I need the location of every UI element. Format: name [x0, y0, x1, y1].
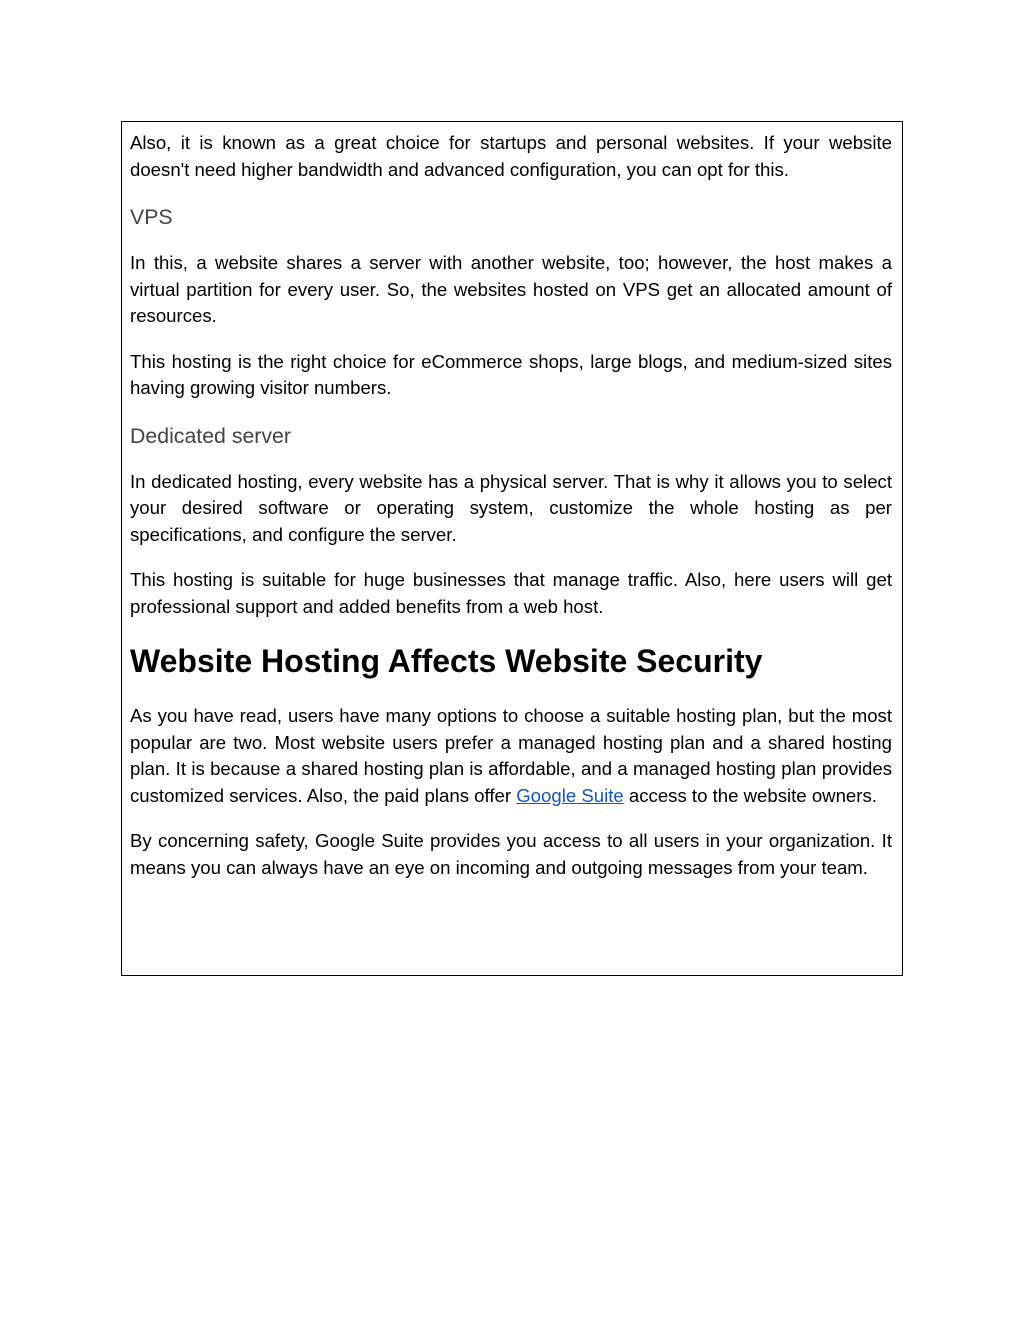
- paragraph-startups: Also, it is known as a great choice for startups and personal websites. If your website doesn't need higher bandwidth and advanced configuration, you can opt for this.: [130, 132, 892, 180]
- heading-hosting-security: Website Hosting Affects Website Security: [130, 643, 763, 679]
- paragraph-hosting-options: [130, 703, 892, 809]
- paragraph-dedicated-description: In dedicated hosting, every website has a physical server. That is why it allows you to select your desired software or operating system, customize the whole hosting as per specifications, and configure the server.: [130, 470, 892, 545]
- paragraph-google-suite-safety: By concerning safety, Google Suite provides you access to all users in your organization. It means you can always have an eye on incoming and outgoing messages from your team.: [130, 830, 892, 878]
- google-suite-link[interactable]: Google Suite: [516, 784, 624, 806]
- heading-dedicated-server: Dedicated server: [130, 423, 291, 448]
- paragraph-text-after-link: access to the website owners.: [623, 784, 877, 806]
- document-body: [130, 130, 892, 900]
- paragraph-vps-description: In this, a website shares a server with another website, too; however, the host makes a virtual partition for every user. So, the websites hosted on VPS get an allocated amount of resources.: [130, 252, 892, 326]
- heading-vps: VPS: [130, 205, 173, 229]
- paragraph-vps-suitability: This hosting is the right choice for eCommerce shops, large blogs, and medium-sized sites having growing visitor numbers.: [130, 350, 892, 398]
- paragraph-text-before-link: As you have read, users have many options to choose a suitable hosting plan, but the most popular are two. Most website users prefer a managed hosting plan and a shared hosting plan. It is because a shared hosting plan is affordable, and a managed hosting plan provides customized services. Also, the paid plans offer: [130, 705, 892, 806]
- paragraph-dedicated-suitability: This hosting is suitable for huge businesses that manage traffic. Also, here users will get professional support and added benefits from a web host.: [130, 569, 892, 617]
- content-frame: [121, 121, 903, 976]
